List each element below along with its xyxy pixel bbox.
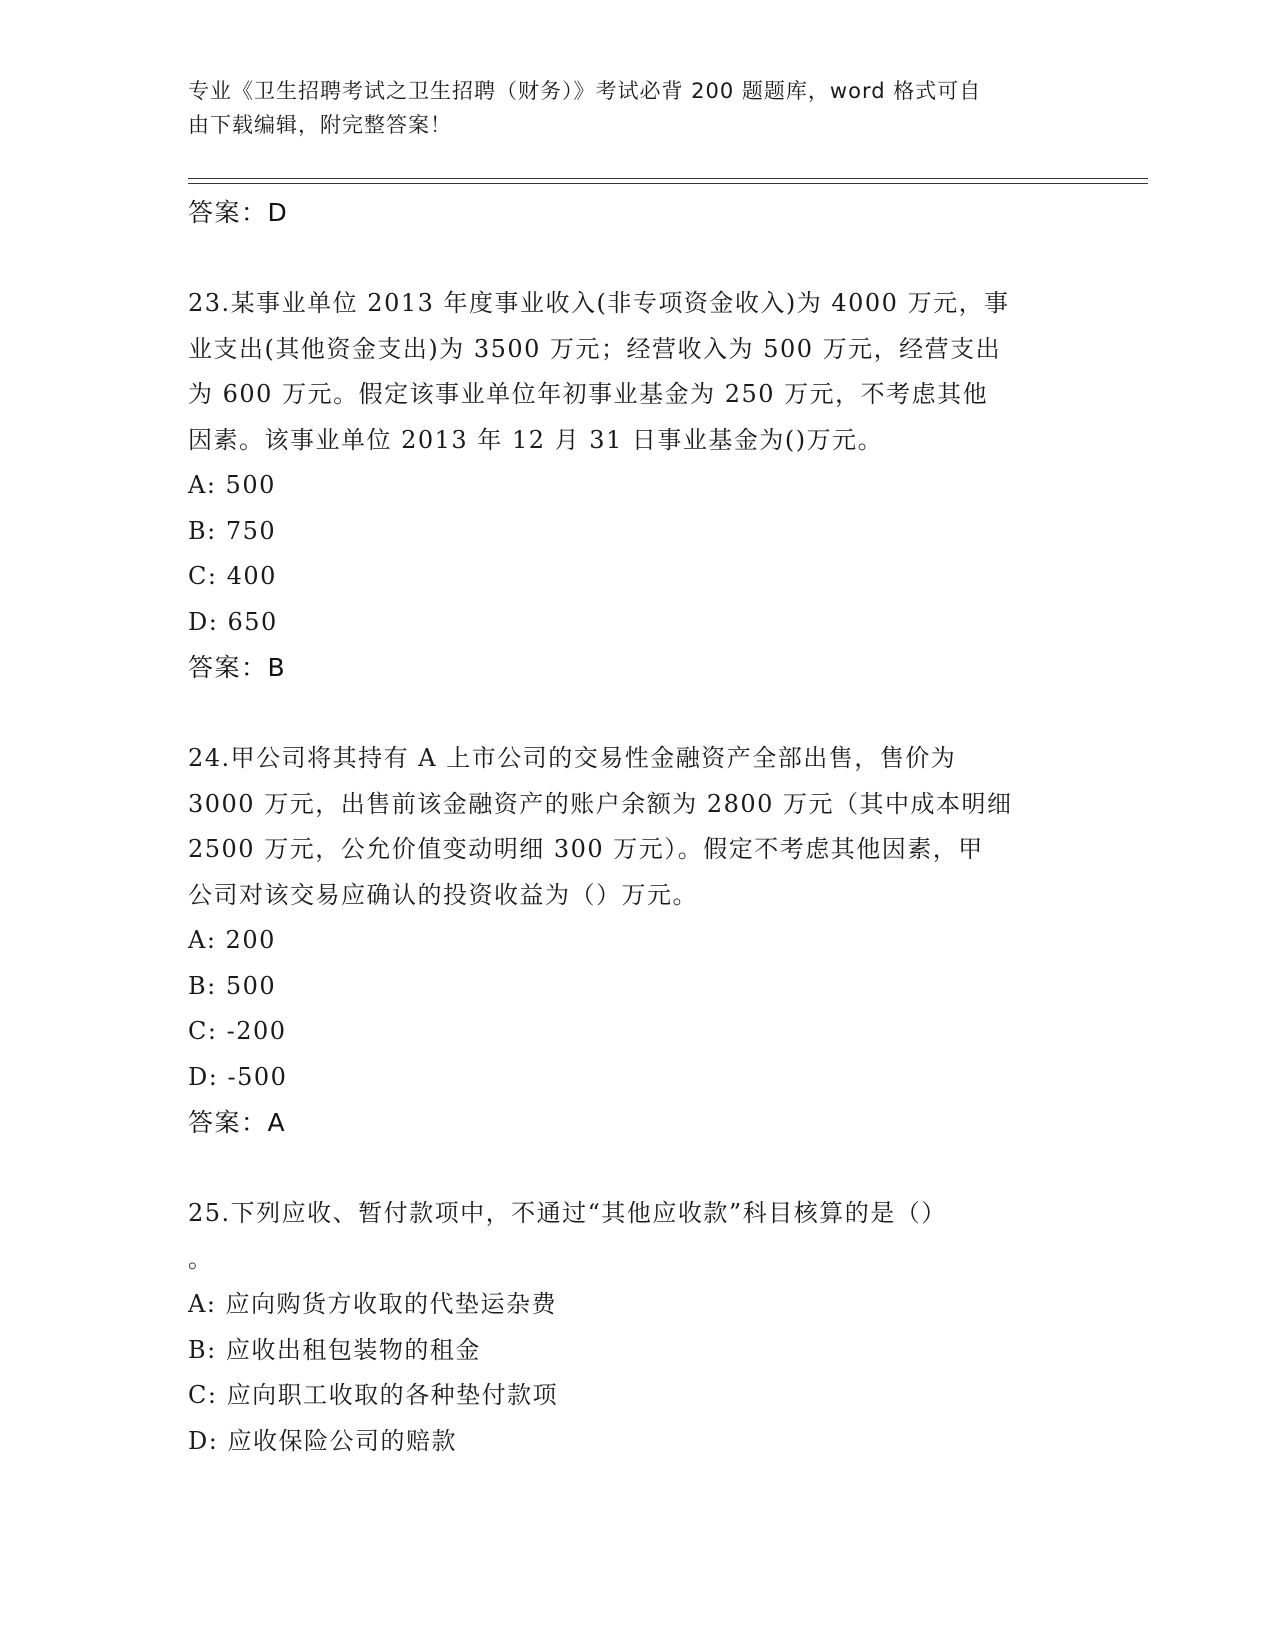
stem-line: 为 600 万元。假定该事业单位年初事业基金为 250 万元，不考虑其他 [188, 380, 989, 408]
stem-line: 24.甲公司将其持有 A 上市公司的交易性金融资产全部出售，售价为 [188, 744, 957, 772]
question-stem [188, 736, 1088, 918]
header-rule-bottom [188, 183, 1148, 184]
page-header [188, 74, 1068, 142]
option-c: C: 应向职工收取的各种垫付款项 [188, 1381, 559, 1409]
stem-line: 2500 万元，公允价值变动明细 300 万元）。假定不考虑其他因素，甲 [188, 835, 984, 863]
answer-line: 答案：B [188, 653, 287, 682]
question-block [188, 281, 1088, 691]
option-c: C: 400 [188, 562, 277, 590]
question-content [188, 190, 1088, 1464]
question-stem [188, 1191, 1088, 1282]
header-rule-top [188, 178, 1148, 179]
option-a: A: 200 [188, 926, 276, 954]
option-a: A: 500 [188, 471, 276, 499]
option-d: D: 650 [188, 607, 278, 636]
answer-line: 答案：A [188, 1108, 287, 1137]
option-d: D: 应收保险公司的赔款 [188, 1426, 457, 1455]
stem-line: 。 [188, 1244, 214, 1273]
stem-line: 25.下列应收、暂付款项中，不通过“其他应收款”科目核算的是（） [188, 1199, 947, 1227]
question-stem [188, 281, 1088, 463]
stem-line: 3000 万元，出售前该金融资产的账户余额为 2800 万元（其中成本明细 [188, 789, 1013, 818]
option-c: C: -200 [188, 1017, 287, 1045]
stem-line: 公司对该交易应确认的投资收益为（）万元。 [188, 880, 698, 909]
stem-line: 业支出(其他资金支出)为 3500 万元；经营收入为 500 万元，经营支出 [188, 334, 1002, 363]
question-block [188, 736, 1088, 1146]
option-b: B: 500 [188, 971, 277, 1000]
answer-line: 答案：D [188, 198, 289, 227]
option-b: B: 应收出租包装物的租金 [188, 1335, 481, 1364]
option-b: B: 750 [188, 516, 277, 545]
header-line-1: 专业《卫生招聘考试之卫生招聘（财务）》考试必背 200 题题库，word 格式可自 [188, 79, 982, 103]
option-a: A: 应向购货方收取的代垫运杂费 [188, 1290, 558, 1318]
header-line-2: 由下载编辑，附完整答案！ [188, 113, 452, 137]
option-d: D: -500 [188, 1062, 288, 1091]
question-block [188, 1191, 1088, 1464]
stem-line: 23.某事业单位 2013 年度事业收入(非专项资金收入)为 4000 万元，事 [188, 289, 1010, 317]
stem-line: 因素。该事业单位 2013 年 12 月 31 日事业基金为()万元。 [188, 425, 884, 454]
